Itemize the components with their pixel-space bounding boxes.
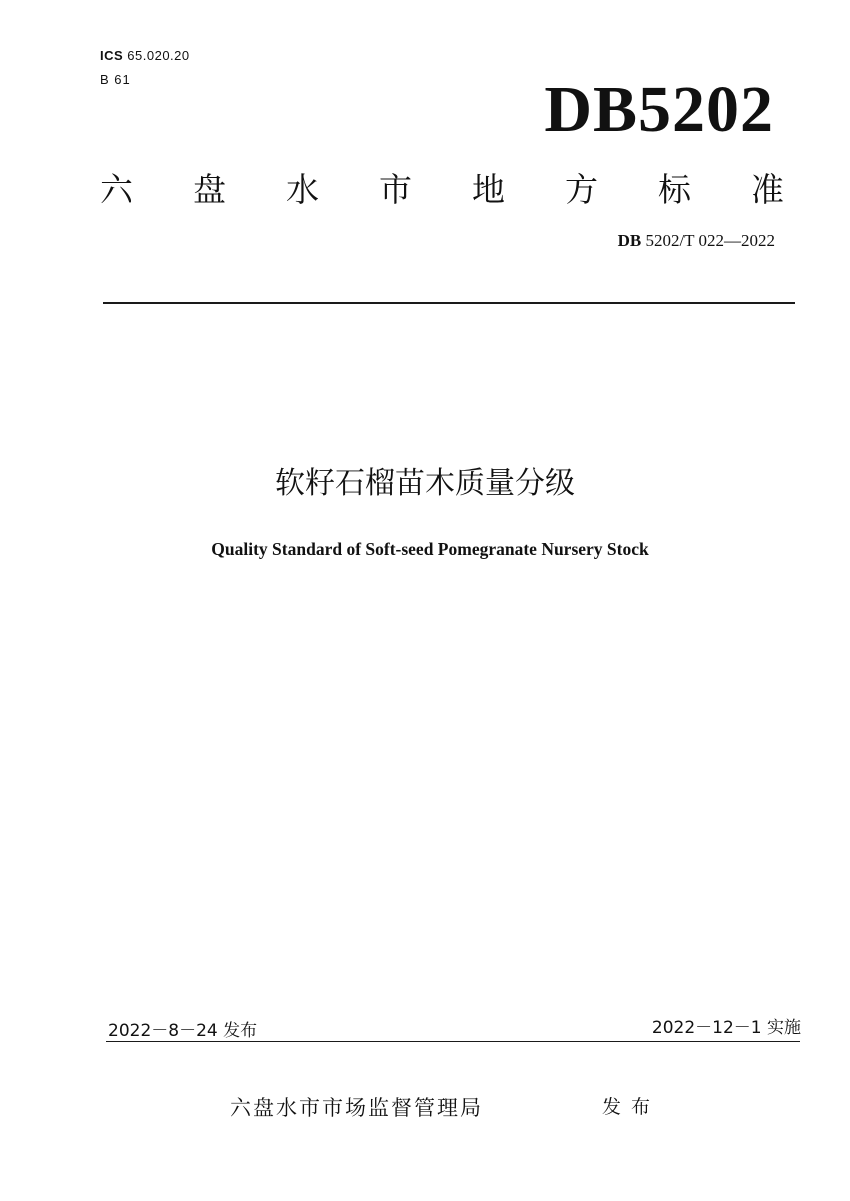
footer-divider (106, 1041, 800, 1042)
standard-type-char: 方 (565, 170, 598, 209)
issuer: 六盘水市市场监督管理局 (230, 1096, 483, 1120)
standard-type-char: 水 (286, 170, 319, 209)
clc-code: B 61 (100, 72, 131, 87)
ics-code (100, 48, 190, 63)
standard-type-char: 地 (472, 170, 505, 209)
standard-type-char: 标 (658, 170, 691, 209)
standard-type-char: 六 (100, 170, 133, 209)
title-chinese: 软籽石榴苗木质量分级 (275, 466, 575, 501)
standard-type (100, 168, 784, 212)
implementation-date: 2022－12－1 实施 (651, 1018, 801, 1038)
standard-type-char: 市 (379, 170, 412, 209)
standard-type-char: 准 (751, 170, 784, 209)
db-code: DB5202 (544, 73, 774, 146)
ics-prefix: ICS (100, 48, 124, 63)
standard-number-prefix: DB (617, 231, 642, 250)
standard-number (500, 230, 775, 252)
publish-label: 发布 (602, 1096, 661, 1118)
title-english: Quality Standard of Soft-seed Pomegranate Nursery Stock (211, 539, 649, 559)
standard-type-char: 盘 (193, 170, 226, 209)
header-divider (103, 302, 795, 304)
issue-date: 2022－8－24 发布 (108, 1021, 258, 1041)
ics-number: 65.020.20 (127, 48, 190, 63)
standard-number-value: 5202/T 022—2022 (645, 231, 775, 250)
